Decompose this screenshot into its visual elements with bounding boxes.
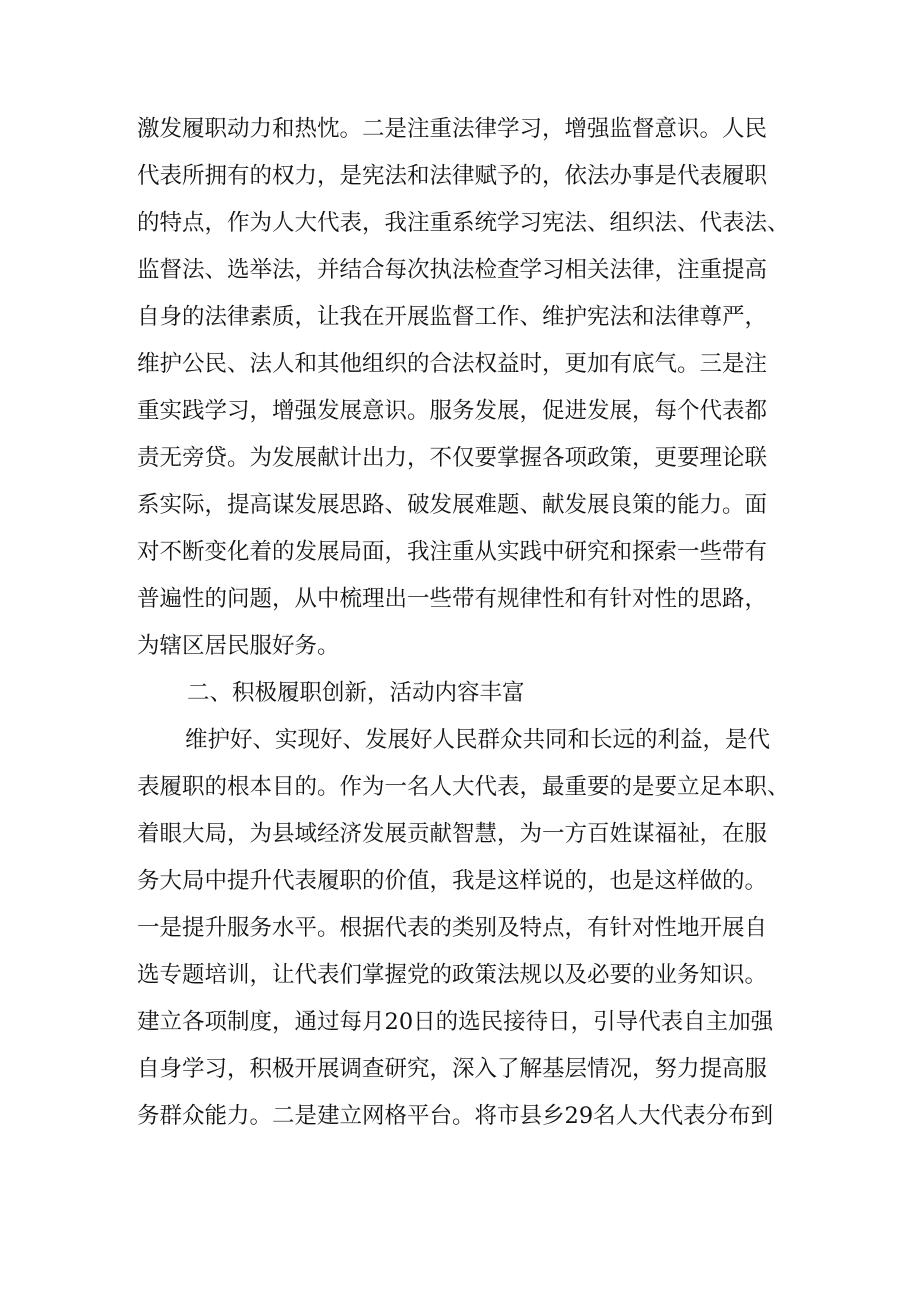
text-line: 务群众能力。二是建立网格平台。将市县乡29名人大代表分布到	[137, 1103, 774, 1129]
text-line: 代表所拥有的权力，是宪法和法律赋予的，依法办事是代表履职	[137, 163, 768, 189]
text-line: 自身的法律素质，让我在开展监督工作、维护宪法和法律尊严，	[137, 304, 768, 330]
text-line: 维护公民、法人和其他组织的合法权益时，更加有底气。三是注	[137, 351, 768, 377]
section-heading: 二、积极履职创新，活动内容丰富	[187, 680, 525, 706]
text-line: 建立各项制度，通过每月20日的选民接待日，引导代表自主加强	[137, 1009, 774, 1035]
text-line: 维护好、实现好、发展好人民群众共同和长远的利益，是代	[185, 727, 771, 753]
text-line: 表履职的根本目的。作为一名人大代表，最重要的是要立足本职、	[137, 774, 790, 800]
text-line: 务大局中提升代表履职的价值，我是这样说的，也是这样做的。	[137, 868, 768, 894]
text-line: 选专题培训，让代表们掌握党的政策法规以及必要的业务知识。	[137, 962, 768, 988]
text-line: 系实际，提高谋发展思路、破发展难题、献发展良策的能力。面	[137, 492, 768, 518]
text-line: 重实践学习，增强发展意识。服务发展，促进发展，每个代表都	[137, 398, 768, 424]
text-line: 监督法、选举法，并结合每次执法检查学习相关法律，注重提高	[137, 257, 768, 283]
text-line: 责无旁贷。为发展献计出力，不仅要掌握各项政策，更要理论联	[137, 445, 768, 471]
text-line: 一是提升服务水平。根据代表的类别及特点，有针对性地开展自	[137, 915, 768, 941]
text-line: 着眼大局，为县域经济发展贡献智慧，为一方百姓谋福祉，在服	[137, 821, 768, 847]
text-line: 的特点，作为人大代表，我注重系统学习宪法、组织法、代表法、	[137, 210, 790, 236]
document-body	[137, 106, 797, 1140]
text-line: 为辖区居民服好务。	[137, 633, 340, 659]
text-line: 普遍性的问题，从中梳理出一些带有规律性和有针对性的思路，	[137, 586, 768, 612]
text-line: 对不断变化着的发展局面，我注重从实践中研究和探索一些带有	[137, 539, 768, 565]
text-line: 激发履职动力和热忱。二是注重法律学习，增强监督意识。人民	[137, 116, 768, 142]
text-line: 自身学习，积极开展调查研究，深入了解基层情况，努力提高服	[137, 1056, 768, 1082]
